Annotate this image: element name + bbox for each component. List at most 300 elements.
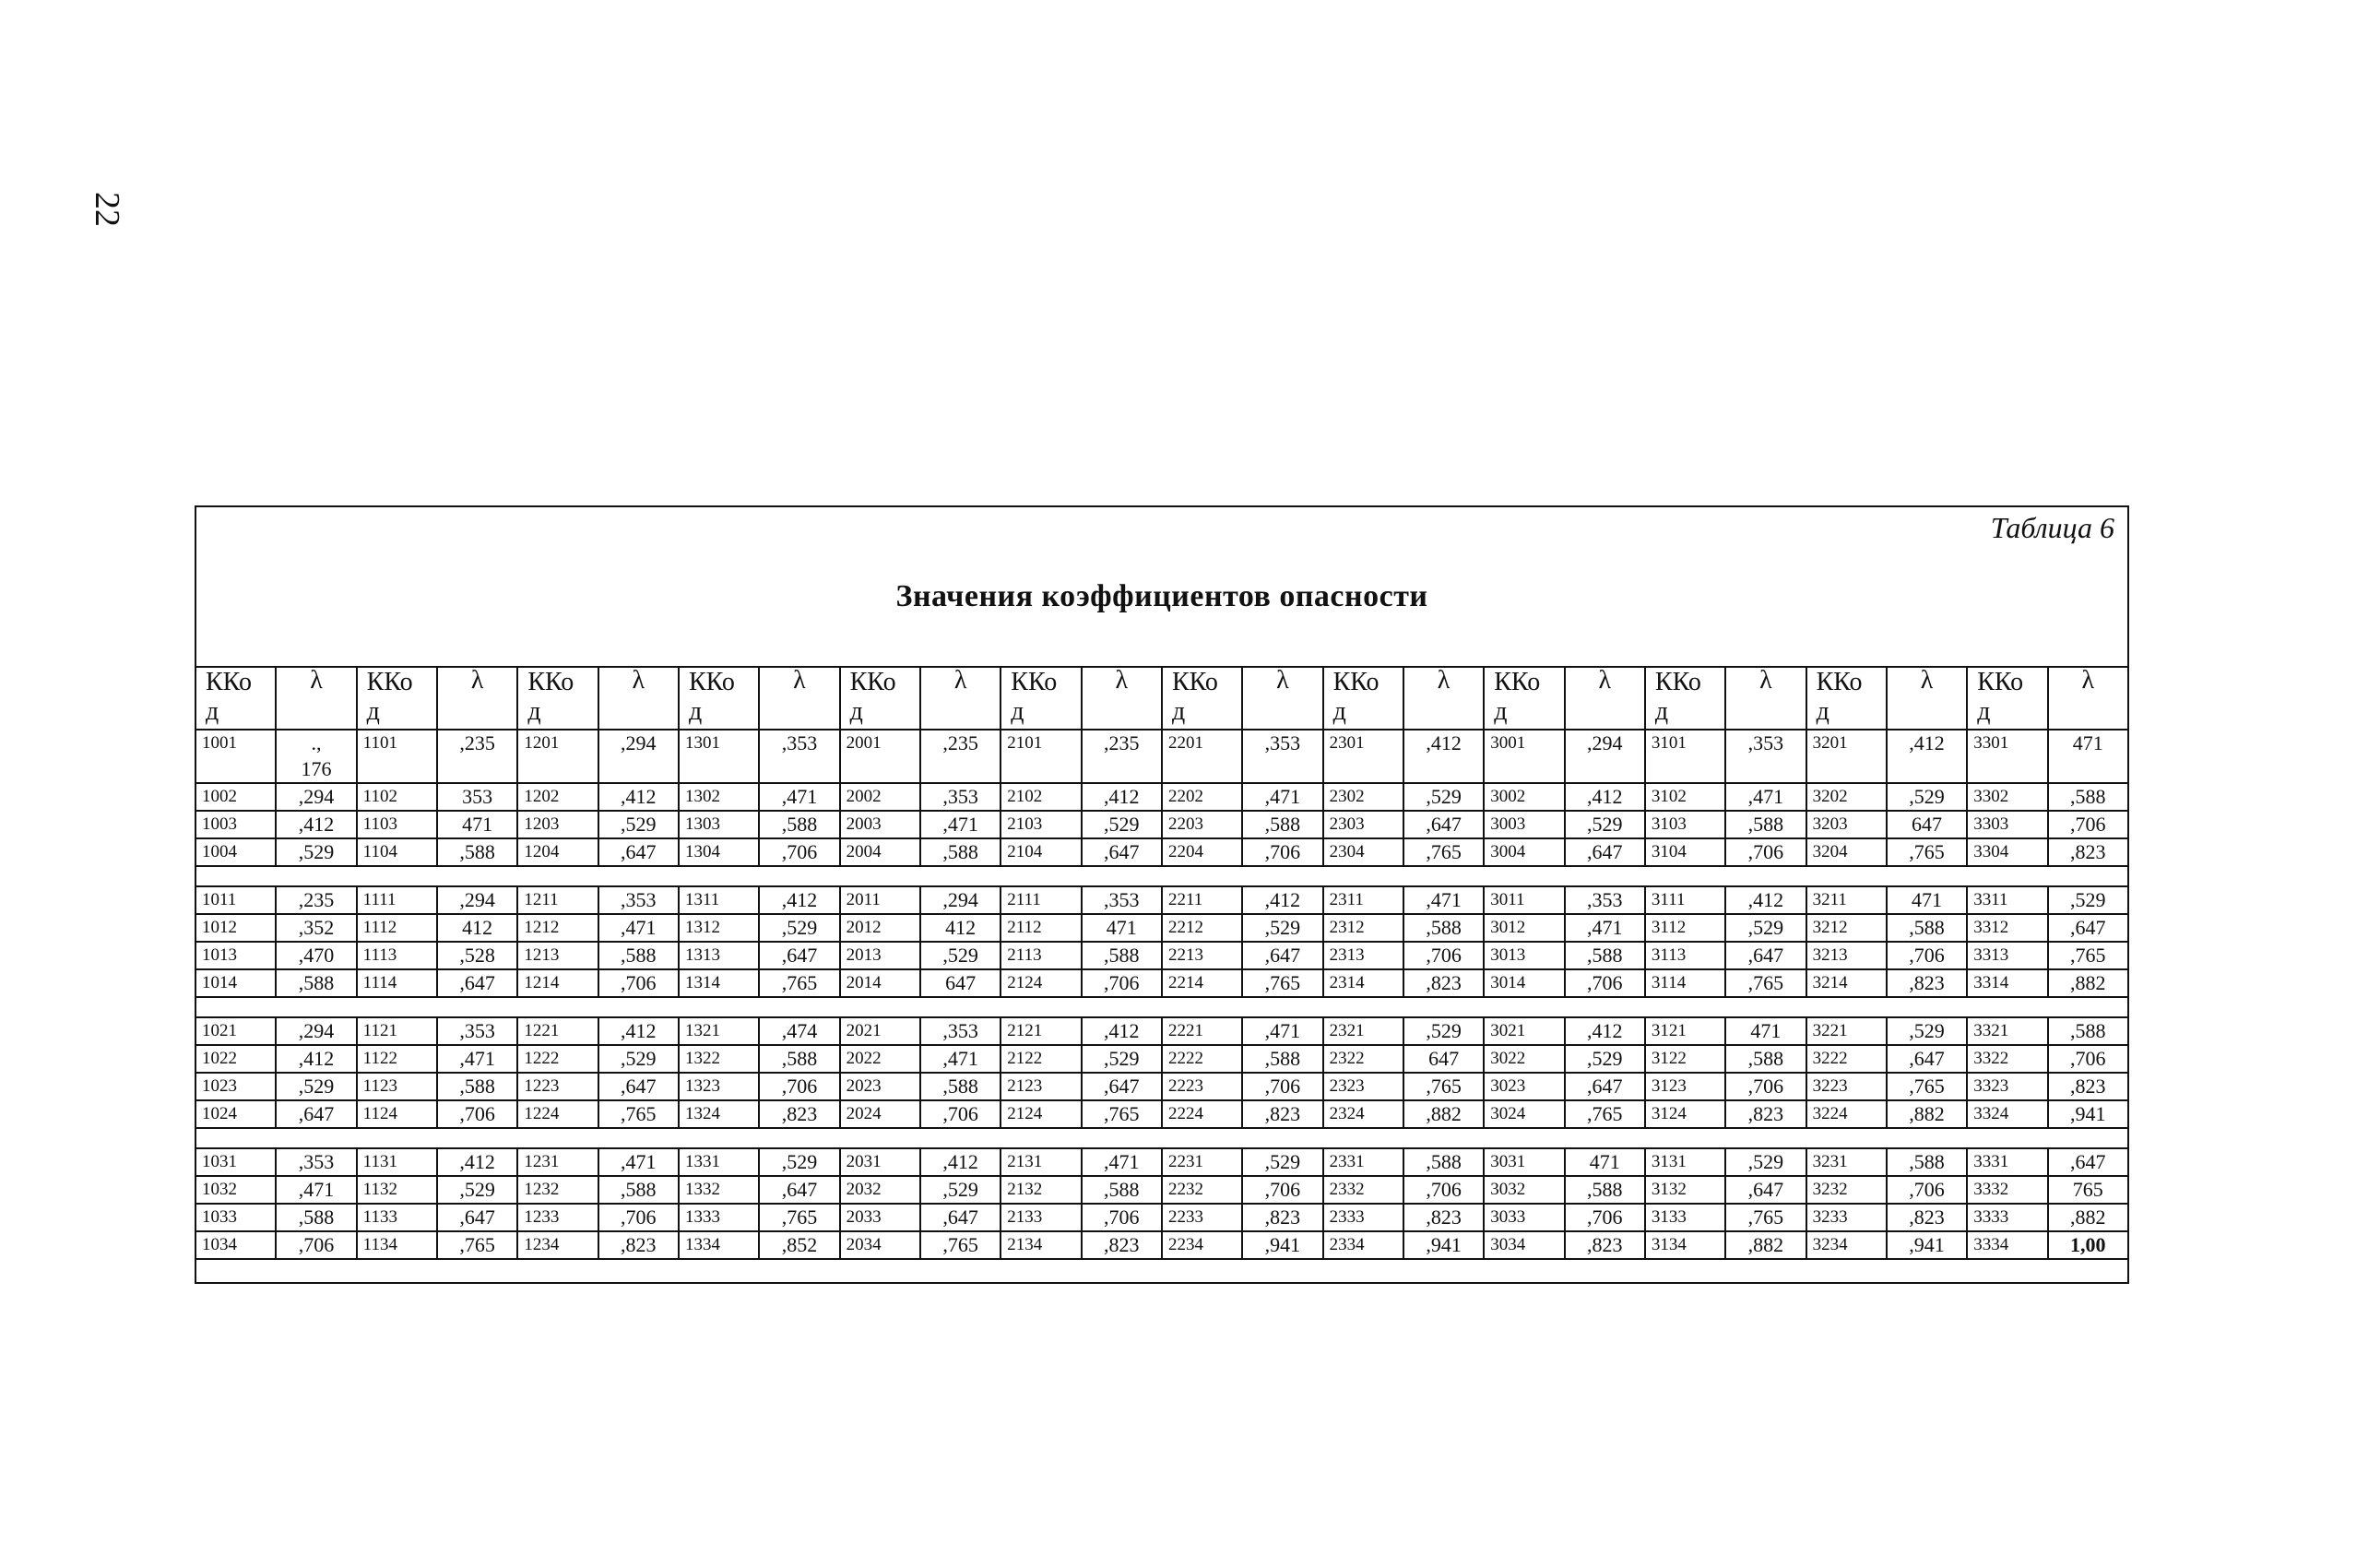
lambda-cell: ,588: [1082, 942, 1162, 969]
code-cell: 2001: [840, 730, 920, 783]
code-cell: 3002: [1484, 783, 1564, 811]
code-cell: 1222: [517, 1045, 598, 1073]
code-cell: 3132: [1645, 1176, 1725, 1204]
lambda-cell: ,529: [1887, 783, 1967, 811]
code-cell: 2033: [840, 1204, 920, 1231]
lambda-cell: ,588: [920, 838, 1001, 866]
header-code: ККо д: [1001, 667, 1081, 730]
lambda-cell: ,588: [276, 1204, 356, 1231]
lambda-cell: ,765: [598, 1100, 679, 1128]
code-cell: 1324: [679, 1100, 759, 1128]
lambda-cell: ,706: [1725, 838, 1806, 866]
code-cell: 3222: [1806, 1045, 1887, 1073]
lambda-cell: ,529: [1403, 1017, 1484, 1045]
code-cell: 2022: [840, 1045, 920, 1073]
lambda-cell: ,588: [1725, 811, 1806, 838]
lambda-cell: ,529: [598, 811, 679, 838]
header-code: ККо д: [1323, 667, 1403, 730]
table-caption: Таблица 6: [1990, 511, 2114, 544]
lambda-cell: ,647: [1565, 1073, 1645, 1100]
code-cell: 2031: [840, 1148, 920, 1176]
lambda-cell: ,353: [920, 783, 1001, 811]
header-code: ККо д: [679, 667, 759, 730]
code-cell: 3301: [1967, 730, 2047, 783]
code-cell: 1111: [357, 886, 437, 914]
lambda-cell: ,471: [437, 1045, 517, 1073]
lambda-cell: 647: [1887, 811, 1967, 838]
lambda-cell: ,529: [1725, 1148, 1806, 1176]
code-cell: 1121: [357, 1017, 437, 1045]
lambda-cell: ,412: [276, 1045, 356, 1073]
code-cell: 2331: [1323, 1148, 1403, 1176]
code-cell: 3322: [1967, 1045, 2047, 1073]
lambda-cell: ,823: [1565, 1231, 1645, 1259]
lambda-cell: ,529: [759, 914, 839, 942]
code-cell: 3202: [1806, 783, 1887, 811]
code-cell: 3221: [1806, 1017, 1887, 1045]
code-cell: 2011: [840, 886, 920, 914]
code-cell: 1304: [679, 838, 759, 866]
code-cell: 3311: [1967, 886, 2047, 914]
lambda-cell: ,823: [2048, 1073, 2128, 1100]
lambda-cell: ,294: [598, 730, 679, 783]
separator-cell: [195, 997, 2128, 1017]
header-code: ККо д: [195, 667, 276, 730]
code-cell: 3333: [1967, 1204, 2047, 1231]
lambda-cell: ,529: [1403, 783, 1484, 811]
code-cell: 1112: [357, 914, 437, 942]
lambda-cell: ,706: [1403, 942, 1484, 969]
lambda-cell: ,529: [1565, 1045, 1645, 1073]
code-cell: 3101: [1645, 730, 1725, 783]
lambda-cell: ,823: [1403, 1204, 1484, 1231]
code-cell: 2224: [1162, 1100, 1242, 1128]
lambda-cell: ,647: [437, 1204, 517, 1231]
code-cell: 1232: [517, 1176, 598, 1204]
lambda-cell: ,528: [437, 942, 517, 969]
group-separator: [195, 997, 2128, 1017]
lambda-cell: ,647: [1082, 1073, 1162, 1100]
table-row: [195, 1176, 2128, 1204]
code-cell: 2223: [1162, 1073, 1242, 1100]
code-cell: 3213: [1806, 942, 1887, 969]
lambda-cell: ,294: [437, 886, 517, 914]
code-cell: 2131: [1001, 1148, 1081, 1176]
header-lambda: λ: [2048, 667, 2128, 730]
lambda-cell: 471: [437, 811, 517, 838]
lambda-cell: ,647: [1725, 942, 1806, 969]
lambda-cell: ,529: [437, 1176, 517, 1204]
lambda-cell: ,412: [1242, 886, 1322, 914]
table-row: [195, 1231, 2128, 1259]
code-cell: 1014: [195, 969, 276, 997]
lambda-cell: ,471: [598, 1148, 679, 1176]
lambda-cell: ,588: [2048, 1017, 2128, 1045]
code-cell: 3133: [1645, 1204, 1725, 1231]
code-cell: 2032: [840, 1176, 920, 1204]
lambda-cell: ,588: [1242, 1045, 1322, 1073]
lambda-cell: ,471: [1403, 886, 1484, 914]
lambda-cell: ,412: [1082, 783, 1162, 811]
code-cell: 1011: [195, 886, 276, 914]
lambda-cell: ,823: [1887, 969, 1967, 997]
code-cell: 1322: [679, 1045, 759, 1073]
code-cell: 1211: [517, 886, 598, 914]
lambda-cell: 412: [437, 914, 517, 942]
code-cell: 2221: [1162, 1017, 1242, 1045]
lambda-cell: ,647: [1887, 1045, 1967, 1073]
code-cell: 3113: [1645, 942, 1725, 969]
code-cell: 2012: [840, 914, 920, 942]
code-cell: 2204: [1162, 838, 1242, 866]
code-cell: 2213: [1162, 942, 1242, 969]
lambda-cell: ,474: [759, 1017, 839, 1045]
code-cell: 1323: [679, 1073, 759, 1100]
code-cell: 2122: [1001, 1045, 1081, 1073]
code-cell: 3001: [1484, 730, 1564, 783]
lambda-cell: ,588: [1887, 914, 1967, 942]
table-row: [195, 1100, 2128, 1128]
code-cell: 1124: [357, 1100, 437, 1128]
header-code: ККо д: [1967, 667, 2047, 730]
lambda-cell: ,529: [1725, 914, 1806, 942]
lambda-cell: ,765: [759, 1204, 839, 1231]
header-code: ККо д: [1645, 667, 1725, 730]
code-cell: 2234: [1162, 1231, 1242, 1259]
header-lambda: λ: [1082, 667, 1162, 730]
code-cell: 3013: [1484, 942, 1564, 969]
lambda-cell: ,471: [1082, 1148, 1162, 1176]
lambda-cell: ,412: [1725, 886, 1806, 914]
lambda-cell: ,765: [1887, 1073, 1967, 1100]
code-cell: 3204: [1806, 838, 1887, 866]
lambda-cell: ,529: [920, 1176, 1001, 1204]
code-cell: 2112: [1001, 914, 1081, 942]
code-cell: 1203: [517, 811, 598, 838]
table-row: [195, 969, 2128, 997]
lambda-cell: ,471: [920, 1045, 1001, 1073]
code-cell: 3004: [1484, 838, 1564, 866]
lambda-cell: ,588: [1403, 1148, 1484, 1176]
lambda-cell: ,765: [1242, 969, 1322, 997]
lambda-cell: 412: [920, 914, 1001, 942]
code-cell: 1031: [195, 1148, 276, 1176]
lambda-cell: ,294: [276, 1017, 356, 1045]
code-cell: 1212: [517, 914, 598, 942]
lambda-cell: ,588: [759, 1045, 839, 1073]
code-cell: 3012: [1484, 914, 1564, 942]
lambda-cell: ,647: [759, 1176, 839, 1204]
lambda-cell: ,588: [1242, 811, 1322, 838]
lambda-cell: ,353: [759, 730, 839, 783]
code-cell: 1301: [679, 730, 759, 783]
lambda-cell: ,471: [1242, 1017, 1322, 1045]
lambda-cell: ,588: [1565, 942, 1645, 969]
code-cell: 2322: [1323, 1045, 1403, 1073]
lambda-cell: ,706: [759, 838, 839, 866]
code-cell: 3212: [1806, 914, 1887, 942]
lambda-cell: ,706: [1725, 1073, 1806, 1100]
code-cell: 3032: [1484, 1176, 1564, 1204]
code-cell: 3313: [1967, 942, 2047, 969]
lambda-cell: ,647: [920, 1204, 1001, 1231]
lambda-cell: ,706: [1565, 1204, 1645, 1231]
code-cell: 3324: [1967, 1100, 2047, 1128]
lambda-cell: ,235: [276, 886, 356, 914]
lambda-cell: ,235: [1082, 730, 1162, 783]
code-cell: 3334: [1967, 1231, 2047, 1259]
lambda-cell: ,882: [2048, 969, 2128, 997]
lambda-cell: ,529: [759, 1148, 839, 1176]
lambda-cell: ,588: [437, 1073, 517, 1100]
code-cell: 3124: [1645, 1100, 1725, 1128]
lambda-cell: ,647: [1565, 838, 1645, 866]
lambda-cell: ,471: [1242, 783, 1322, 811]
code-cell: 1104: [357, 838, 437, 866]
code-cell: 3112: [1645, 914, 1725, 942]
code-cell: 2133: [1001, 1204, 1081, 1231]
lambda-cell: ,647: [598, 838, 679, 866]
code-cell: 2004: [840, 838, 920, 866]
lambda-cell: ,647: [1403, 811, 1484, 838]
code-cell: 1221: [517, 1017, 598, 1045]
lambda-cell: ,706: [598, 1204, 679, 1231]
code-cell: 1004: [195, 838, 276, 866]
code-cell: 2013: [840, 942, 920, 969]
code-cell: 2222: [1162, 1045, 1242, 1073]
lambda-cell: ,647: [1082, 838, 1162, 866]
lambda-cell: ,471: [920, 811, 1001, 838]
code-cell: 3214: [1806, 969, 1887, 997]
code-cell: 1333: [679, 1204, 759, 1231]
lambda-cell: ,588: [920, 1073, 1001, 1100]
code-cell: 2132: [1001, 1176, 1081, 1204]
table-frame: [195, 505, 2129, 1284]
lambda-cell: ,471: [1565, 914, 1645, 942]
code-cell: 1334: [679, 1231, 759, 1259]
lambda-cell: ,471: [598, 914, 679, 942]
lambda-cell: ,412: [437, 1148, 517, 1176]
code-cell: 3121: [1645, 1017, 1725, 1045]
code-cell: 1233: [517, 1204, 598, 1231]
code-cell: 1204: [517, 838, 598, 866]
lambda-cell: ,706: [2048, 1045, 2128, 1073]
code-cell: 3031: [1484, 1148, 1564, 1176]
lambda-cell: 353: [437, 783, 517, 811]
code-cell: 2332: [1323, 1176, 1403, 1204]
table-title: Значения коэффициентов опасности: [895, 579, 1428, 613]
table-row: [195, 730, 2128, 783]
header-lambda: λ: [1242, 667, 1322, 730]
lambda-cell: ,529: [1565, 811, 1645, 838]
code-cell: 3323: [1967, 1073, 2047, 1100]
code-cell: 1023: [195, 1073, 276, 1100]
lambda-cell: ,588: [1082, 1176, 1162, 1204]
code-cell: 3111: [1645, 886, 1725, 914]
lambda-cell: ,353: [1082, 886, 1162, 914]
group-separator: [195, 866, 2128, 886]
lambda-cell: ,352: [276, 914, 356, 942]
code-cell: 1224: [517, 1100, 598, 1128]
code-cell: 3312: [1967, 914, 2047, 942]
code-cell: 2334: [1323, 1231, 1403, 1259]
lambda-cell: ,529: [1082, 1045, 1162, 1073]
lambda-cell: ,765: [1725, 1204, 1806, 1231]
table-row: [195, 1073, 2128, 1100]
lambda-cell: ,353: [1242, 730, 1322, 783]
lambda-cell: ,412: [1565, 783, 1645, 811]
lambda-cell: ,412: [1887, 730, 1967, 783]
code-cell: 3331: [1967, 1148, 2047, 1176]
code-cell: 2202: [1162, 783, 1242, 811]
code-cell: 3321: [1967, 1017, 2047, 1045]
header-lambda: λ: [1565, 667, 1645, 730]
code-cell: 1034: [195, 1231, 276, 1259]
code-cell: 1101: [357, 730, 437, 783]
code-cell: 3014: [1484, 969, 1564, 997]
lambda-cell: ,235: [920, 730, 1001, 783]
code-cell: 2203: [1162, 811, 1242, 838]
code-cell: 2313: [1323, 942, 1403, 969]
lambda-cell: 471: [1725, 1017, 1806, 1045]
lambda-cell: 471: [1887, 886, 1967, 914]
lambda-cell: ,882: [2048, 1204, 2128, 1231]
code-cell: 2101: [1001, 730, 1081, 783]
code-cell: 2002: [840, 783, 920, 811]
code-cell: 1032: [195, 1176, 276, 1204]
lambda-cell: ,471: [276, 1176, 356, 1204]
lambda-cell: ,706: [1887, 942, 1967, 969]
lambda-cell: ,882: [1887, 1100, 1967, 1128]
lambda-cell: ,588: [276, 969, 356, 997]
lambda-cell: 471: [2048, 730, 2128, 783]
code-cell: 2102: [1001, 783, 1081, 811]
lambda-cell: ., 176: [276, 730, 356, 783]
code-cell: 3231: [1806, 1148, 1887, 1176]
lambda-cell: ,471: [759, 783, 839, 811]
table-header-row: [195, 667, 2128, 730]
header-code: ККо д: [1806, 667, 1887, 730]
code-cell: 1202: [517, 783, 598, 811]
lambda-cell: ,706: [1082, 1204, 1162, 1231]
code-cell: 2232: [1162, 1176, 1242, 1204]
code-cell: 1114: [357, 969, 437, 997]
lambda-cell: ,706: [276, 1231, 356, 1259]
lambda-cell: ,706: [1403, 1176, 1484, 1204]
lambda-cell: ,765: [920, 1231, 1001, 1259]
code-cell: 1314: [679, 969, 759, 997]
page-number: 22: [88, 192, 126, 227]
lambda-cell: ,588: [2048, 783, 2128, 811]
table-row: [195, 886, 2128, 914]
code-cell: 2301: [1323, 730, 1403, 783]
lambda-cell: ,529: [1887, 1017, 1967, 1045]
code-cell: 1001: [195, 730, 276, 783]
code-cell: 1033: [195, 1204, 276, 1231]
code-cell: 2214: [1162, 969, 1242, 997]
lambda-cell: ,823: [1403, 969, 1484, 997]
coefficients-table: [195, 666, 2129, 1260]
code-cell: 3201: [1806, 730, 1887, 783]
lambda-cell: ,823: [1887, 1204, 1967, 1231]
code-cell: 1311: [679, 886, 759, 914]
table-row: [195, 1204, 2128, 1231]
code-cell: 2201: [1162, 730, 1242, 783]
lambda-cell: ,588: [598, 1176, 679, 1204]
lambda-cell: ,588: [598, 942, 679, 969]
lambda-cell: ,647: [598, 1073, 679, 1100]
lambda-cell: ,941: [1403, 1231, 1484, 1259]
lambda-cell: ,529: [276, 1073, 356, 1100]
code-cell: 3103: [1645, 811, 1725, 838]
lambda-cell: ,706: [1565, 969, 1645, 997]
code-cell: 1102: [357, 783, 437, 811]
header-lambda: λ: [1403, 667, 1484, 730]
lambda-cell: ,882: [1725, 1231, 1806, 1259]
lambda-cell: ,647: [276, 1100, 356, 1128]
lambda-cell: ,706: [759, 1073, 839, 1100]
lambda-cell: ,588: [1565, 1176, 1645, 1204]
lambda-cell: ,765: [1403, 838, 1484, 866]
lambda-cell: ,823: [1242, 1100, 1322, 1128]
code-cell: 1214: [517, 969, 598, 997]
code-cell: 2321: [1323, 1017, 1403, 1045]
lambda-cell: ,823: [759, 1100, 839, 1128]
lambda-cell: ,294: [1565, 730, 1645, 783]
code-cell: 1321: [679, 1017, 759, 1045]
lambda-cell: ,588: [437, 838, 517, 866]
code-cell: 2103: [1001, 811, 1081, 838]
code-cell: 1313: [679, 942, 759, 969]
code-cell: 1013: [195, 942, 276, 969]
lambda-cell: ,412: [920, 1148, 1001, 1176]
header-lambda: λ: [759, 667, 839, 730]
code-cell: 3104: [1645, 838, 1725, 866]
code-cell: 2113: [1001, 942, 1081, 969]
code-cell: 3123: [1645, 1073, 1725, 1100]
lambda-cell: ,529: [1242, 914, 1322, 942]
lambda-cell: ,823: [1242, 1204, 1322, 1231]
lambda-cell: ,353: [1565, 886, 1645, 914]
code-cell: 1021: [195, 1017, 276, 1045]
lambda-cell: ,852: [759, 1231, 839, 1259]
lambda-cell: ,706: [920, 1100, 1001, 1128]
lambda-cell: ,647: [1242, 942, 1322, 969]
lambda-cell: ,706: [2048, 811, 2128, 838]
code-cell: 2303: [1323, 811, 1403, 838]
code-cell: 3234: [1806, 1231, 1887, 1259]
code-cell: 1132: [357, 1176, 437, 1204]
code-cell: 2014: [840, 969, 920, 997]
code-cell: 1231: [517, 1148, 598, 1176]
code-cell: 3302: [1967, 783, 2047, 811]
code-cell: 3232: [1806, 1176, 1887, 1204]
lambda-cell: ,588: [1887, 1148, 1967, 1176]
lambda-cell: ,765: [1565, 1100, 1645, 1128]
code-cell: 1024: [195, 1100, 276, 1128]
code-cell: 2121: [1001, 1017, 1081, 1045]
code-cell: 3021: [1484, 1017, 1564, 1045]
code-cell: 3022: [1484, 1045, 1564, 1073]
code-cell: 1133: [357, 1204, 437, 1231]
lambda-cell: ,353: [920, 1017, 1001, 1045]
lambda-cell: ,941: [1887, 1231, 1967, 1259]
lambda-cell: ,412: [759, 886, 839, 914]
code-cell: 1331: [679, 1148, 759, 1176]
lambda-cell: ,294: [920, 886, 1001, 914]
table-row: [195, 914, 2128, 942]
code-cell: 3131: [1645, 1148, 1725, 1176]
